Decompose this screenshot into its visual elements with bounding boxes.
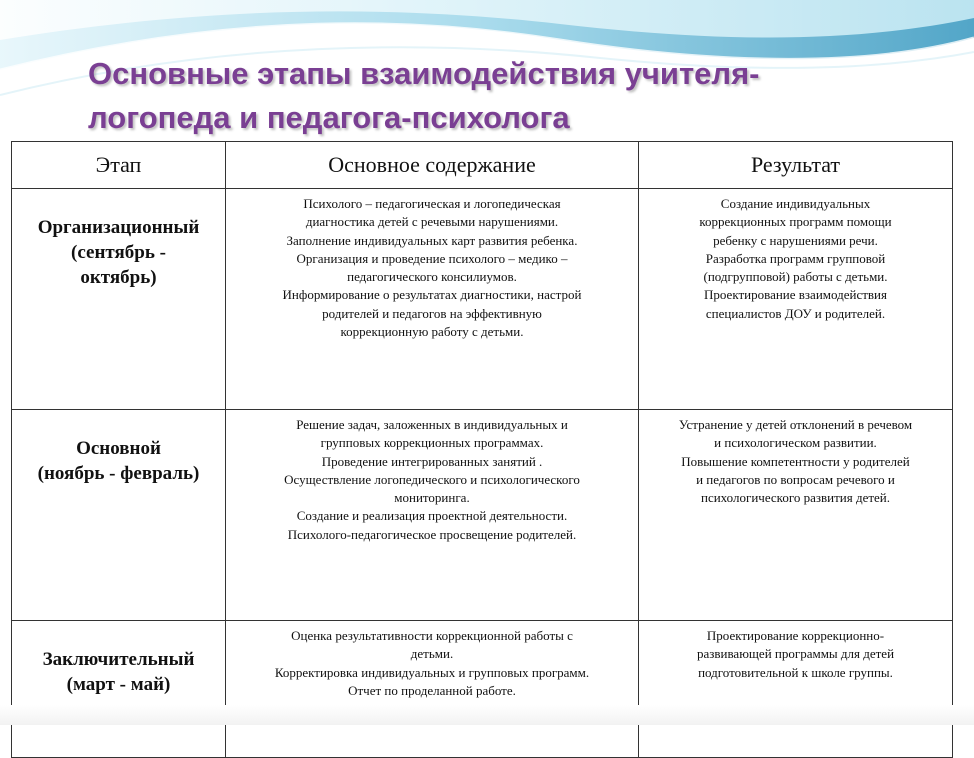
result-line: коррекционных программ помощи bbox=[699, 214, 892, 230]
result-line: специалистов ДОУ и родителей. bbox=[705, 305, 886, 321]
content-line: детьми. bbox=[410, 646, 454, 662]
result-line: Проектирование взаимодействия bbox=[704, 287, 887, 303]
content-cell bbox=[226, 410, 639, 621]
result-line: развивающей программы для детей bbox=[696, 646, 895, 662]
content-line: Организация и проведение психолого – медико – bbox=[296, 250, 568, 266]
content-line: Оценка результативности коррекционной работы с bbox=[291, 628, 573, 643]
result-line: (подгрупповой) работы с детьми. bbox=[703, 269, 888, 285]
content-line: педагогического консилиумов. bbox=[347, 269, 517, 285]
slide-title bbox=[88, 52, 948, 140]
result-line: Повышение компетентности у родителей bbox=[681, 453, 910, 469]
stage-period: (сентябрь - bbox=[71, 242, 166, 263]
result-cell bbox=[639, 189, 953, 410]
content-cell bbox=[226, 189, 639, 410]
result-line: Проектирование коррекционно- bbox=[706, 628, 885, 643]
content-line: Психолого-педагогическое просвещение родителей. bbox=[287, 526, 577, 542]
table-row bbox=[12, 410, 953, 621]
content-line: коррекционную работу с детьми. bbox=[340, 324, 524, 340]
title-line-1: Основные этапы взаимодействия учителя- bbox=[88, 56, 760, 91]
content-line: Психолого – педагогическая и логопедическая bbox=[303, 196, 561, 211]
content-line: Информирование о результатах диагностики, настрой bbox=[282, 287, 582, 303]
header-content: Основное содержание bbox=[226, 142, 639, 189]
content-line: мониторинга. bbox=[394, 490, 470, 506]
stage-period: (ноябрь - февраль) bbox=[37, 463, 200, 484]
content-line: групповых коррекционных программах. bbox=[320, 435, 544, 451]
result-line: ребенку с нарушениями речи. bbox=[713, 232, 878, 248]
content-line: Отчет по проделанной работе. bbox=[348, 682, 516, 698]
stage-cell bbox=[12, 621, 226, 758]
bottom-strip bbox=[0, 705, 974, 725]
header-stage: Этап bbox=[12, 142, 226, 189]
stage-name: Организационный bbox=[37, 217, 200, 238]
result-line: и психологическом развитии. bbox=[714, 435, 877, 451]
stage-cell bbox=[12, 189, 226, 410]
content-line: родителей и педагогов на эффективную bbox=[322, 305, 542, 321]
stage-name: Заключительный bbox=[42, 649, 195, 670]
result-line: психологического развития детей. bbox=[700, 490, 891, 506]
table-header-row bbox=[12, 142, 953, 189]
content-line: Решение задач, заложенных в индивидуальных и bbox=[296, 417, 568, 432]
result-line: и педагогов по вопросам речевого и bbox=[696, 471, 895, 487]
result-line: Создание индивидуальных bbox=[720, 196, 871, 211]
stage-period: октябрь) bbox=[80, 267, 157, 288]
content-line: Корректировка индивидуальных и групповых программ. bbox=[274, 664, 590, 680]
header-result: Результат bbox=[639, 142, 953, 189]
result-cell bbox=[639, 621, 953, 758]
result-cell bbox=[639, 410, 953, 621]
table-row bbox=[12, 621, 953, 758]
stage-period: (март - май) bbox=[66, 674, 171, 695]
content-line: Заполнение индивидуальных карт развития ребенка. bbox=[286, 232, 578, 248]
table-row bbox=[12, 189, 953, 410]
result-line: Разработка программ групповой bbox=[705, 250, 886, 266]
stages-table bbox=[11, 141, 953, 758]
result-line: подготовительной к школе группы. bbox=[698, 664, 893, 680]
content-cell bbox=[226, 621, 639, 758]
stage-cell bbox=[12, 410, 226, 621]
content-line: диагностика детей с речевыми нарушениями. bbox=[305, 214, 559, 230]
title-line-2: логопеда и педагога-психолога bbox=[88, 100, 570, 135]
stage-name: Основной bbox=[76, 438, 161, 459]
content-line: Создание и реализация проектной деятельности. bbox=[296, 508, 568, 524]
result-line: Устранение у детей отклонений в речевом bbox=[678, 417, 913, 432]
content-line: Проведение интегрированных занятий . bbox=[321, 453, 543, 469]
content-line: Осуществление логопедического и психологического bbox=[284, 471, 580, 487]
